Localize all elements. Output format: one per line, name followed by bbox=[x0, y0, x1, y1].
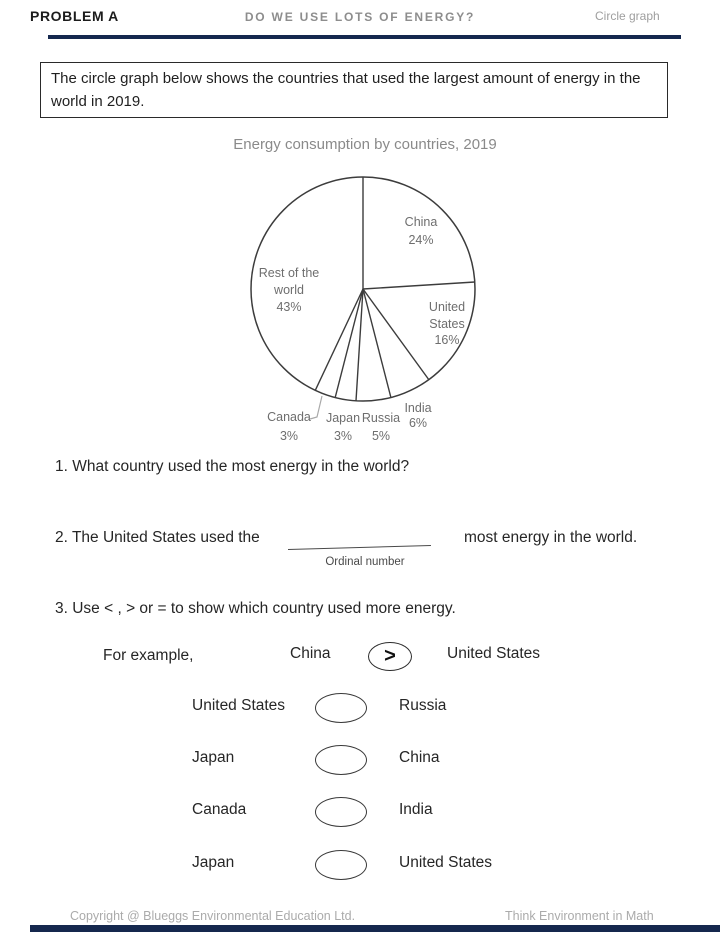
footer-tagline: Think Environment in Math bbox=[505, 909, 654, 923]
comparison-left-country: Japan bbox=[192, 854, 235, 871]
example-left-country: China bbox=[290, 645, 331, 662]
answer-oval[interactable] bbox=[315, 693, 367, 723]
question-3: 3. Use < , > or = to show which country used more energy. bbox=[55, 600, 456, 617]
header-rule-divider bbox=[48, 35, 681, 39]
comparison-right-country: China bbox=[399, 749, 440, 766]
pie-chart bbox=[0, 130, 720, 445]
comparison-left-country: United States bbox=[192, 697, 286, 714]
intro-text: The circle graph below shows the countries that used the largest amount of energy in the world in 2019. bbox=[51, 70, 641, 110]
answer-oval[interactable] bbox=[315, 745, 367, 775]
footer-rule-divider bbox=[30, 925, 720, 932]
comparison-right-country: United States bbox=[399, 854, 493, 871]
answer-oval[interactable] bbox=[315, 797, 367, 827]
q2-hint-label: Ordinal number bbox=[325, 556, 405, 568]
greater-than-symbol: > bbox=[384, 644, 396, 667]
chart-title: Energy consumption by countries, 2019 bbox=[233, 136, 497, 153]
question-2-prefix: 2. The United States used the bbox=[55, 529, 260, 546]
answer-oval[interactable] bbox=[315, 850, 367, 880]
problem-label: PROBLEM A bbox=[30, 8, 119, 24]
comparison-left-country: Japan bbox=[192, 749, 235, 766]
pie-label-canada: Canada 3% bbox=[267, 410, 311, 443]
worksheet-title: DO WE USE LOTS OF ENERGY? bbox=[244, 10, 476, 24]
footer-copyright: Copyright @ Blueggs Environmental Education Ltd. bbox=[70, 909, 356, 923]
corner-tag: Circle graph bbox=[595, 9, 660, 23]
question-1: 1. What country used the most energy in the world? bbox=[55, 458, 410, 475]
pie-label-rest-of-world: Rest of the world 43% bbox=[258, 266, 320, 314]
comparison-left-country: Canada bbox=[192, 801, 247, 818]
example-answer-oval bbox=[368, 642, 412, 671]
pie-label-united-states: United States 16% bbox=[428, 300, 466, 347]
comparison-right-country: Russia bbox=[399, 697, 447, 714]
pie-label-china: China 24% bbox=[404, 215, 438, 247]
pie-label-russia: Russia 5% bbox=[361, 411, 401, 443]
intro-box bbox=[40, 62, 668, 118]
example-right-country: United States bbox=[447, 645, 541, 662]
pie-label-japan: Japan 3% bbox=[325, 411, 361, 443]
pie-label-india: India 6% bbox=[404, 401, 432, 430]
question-2-suffix: most energy in the world. bbox=[464, 529, 638, 546]
example-intro: For example, bbox=[103, 647, 194, 664]
canada-leader-line bbox=[310, 396, 322, 419]
comparison-right-country: India bbox=[399, 801, 433, 818]
q2-answer-blank[interactable] bbox=[288, 545, 431, 550]
